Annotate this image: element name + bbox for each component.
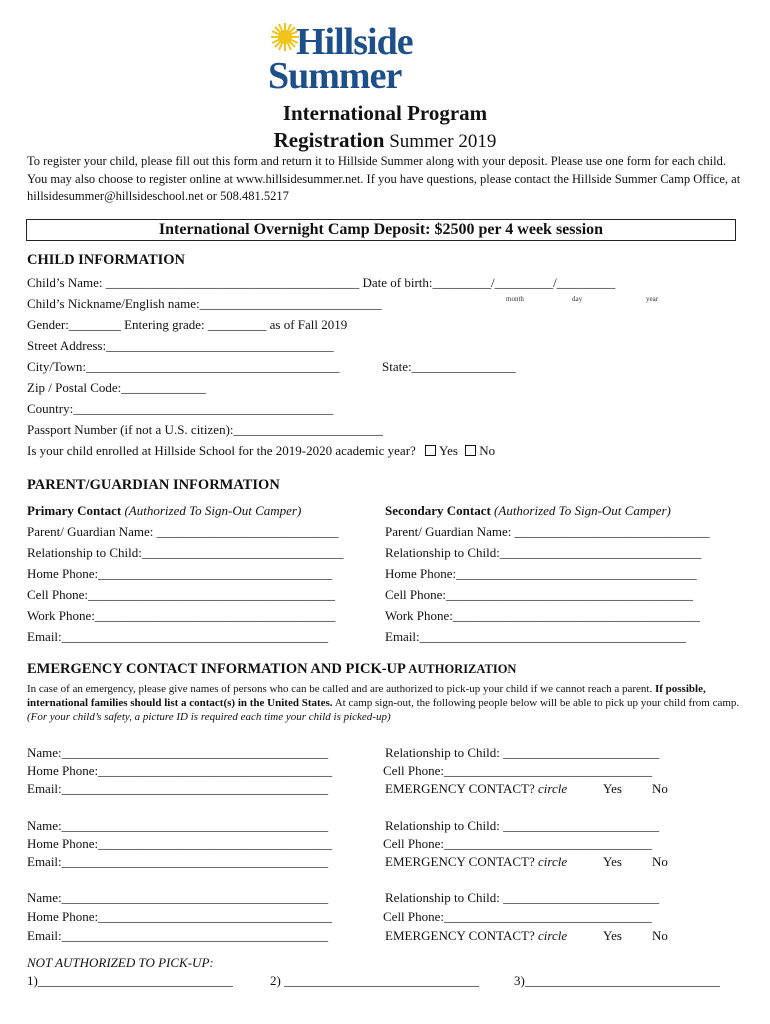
primary-relationship-field[interactable]: Relationship to Child:_______________________________ (27, 545, 344, 560)
dob-day-label: day (572, 295, 583, 303)
contact1-circle-label: circle (538, 781, 568, 796)
contact3-yes-option[interactable]: Yes (603, 928, 622, 943)
emergency-para-part1: In case of an emergency, please give names of persons who can be called and are authorized to pick-up your child if we cannot reach a parent. (27, 683, 653, 695)
not-authorized-field-1[interactable]: 1)______________________________ (27, 973, 233, 988)
contact3-emergency-question (385, 928, 567, 944)
street-address-field[interactable]: Street Address:___________________________________ (27, 338, 334, 353)
contact2-emergency-question (385, 854, 567, 870)
country-field[interactable]: Country:________________________________________ (27, 401, 334, 416)
enrolled-yes-checkbox[interactable] (425, 445, 436, 456)
contact3-cell-phone-field[interactable]: Cell Phone:________________________________ (383, 909, 653, 924)
page-subtitle (0, 128, 770, 153)
enrolled-no-label: No (479, 443, 496, 458)
emergency-heading-authorization: AUTHORIZATION (405, 662, 517, 676)
dob-month-label: month (506, 295, 524, 303)
gender-grade-field[interactable]: Gender:________ Entering grade: _________ as of Fall 2019 (27, 317, 348, 332)
intro-paragraph: To register your child, please fill out this form and return it to Hillside Summer along with your deposit. Please use one form for each child. You may also choose to register online at www.hillsidesummer.net. If you have questions, please contact the Hillside Summer Camp Office, at hillsidesummer@hillsideschool.net or 508.481.5217 (27, 154, 741, 203)
city-field[interactable]: City/Town:_______________________________________ (27, 359, 340, 374)
emergency-heading (27, 660, 516, 678)
contact1-name-field[interactable]: Name:_________________________________________ (27, 745, 329, 760)
emergency-para-italic: (For your child’s safety, a picture ID is required each time your child is picked-up) (27, 711, 391, 723)
secondary-email-field[interactable]: Email:_________________________________________ (385, 629, 687, 644)
enrolled-yes-label: Yes (439, 443, 458, 458)
hillside-summer-logo (266, 20, 466, 98)
child-name-field[interactable]: Child’s Name: _______________________________________ Date of birth:_________/_________/_________ (27, 275, 616, 290)
not-authorized-field-3[interactable]: 3)______________________________ (514, 973, 720, 988)
contact3-home-phone-field[interactable]: Home Phone:____________________________________ (27, 909, 333, 924)
not-authorized-field-2[interactable]: 2) ______________________________ (270, 973, 480, 988)
emergency-heading-main: EMERGENCY CONTACT INFORMATION AND PICK-UP (27, 661, 406, 677)
contact3-name-field[interactable]: Name:_________________________________________ (27, 890, 329, 905)
passport-field[interactable]: Passport Number (if not a U.S. citizen):_______________________ (27, 422, 384, 437)
contact3-email-field[interactable]: Email:_________________________________________ (27, 928, 329, 943)
primary-contact-note: (Authorized To Sign-Out Camper) (124, 503, 302, 518)
logo-word-summer: Summer (268, 55, 402, 97)
secondary-contact-heading (385, 503, 671, 519)
primary-home-phone-field[interactable]: Home Phone:____________________________________ (27, 566, 333, 581)
contact2-yes-option[interactable]: Yes (603, 854, 622, 869)
primary-contact-label: Primary Contact (27, 503, 122, 518)
deposit-banner: International Overnight Camp Deposit: $2500 per 4 week session (26, 219, 736, 241)
contact2-email-field[interactable]: Email:_________________________________________ (27, 854, 329, 869)
page-title: International Program (282, 101, 488, 125)
child-info-heading: CHILD INFORMATION (27, 252, 186, 268)
secondary-contact-label: Secondary Contact (385, 503, 491, 518)
contact2-ec-label: EMERGENCY CONTACT? (385, 854, 535, 869)
enrolled-question-text: Is your child enrolled at Hillside School for the 2019-2020 academic year? (27, 443, 416, 458)
contact3-no-option[interactable]: No (652, 928, 668, 943)
not-authorized-label: NOT AUTHORIZED TO PICK-UP: (27, 955, 214, 970)
contact1-email-field[interactable]: Email:_________________________________________ (27, 781, 329, 796)
secondary-home-phone-field[interactable]: Home Phone:_____________________________________ (385, 566, 697, 581)
contact2-cell-phone-field[interactable]: Cell Phone:________________________________ (383, 836, 653, 851)
contact2-relationship-field[interactable]: Relationship to Child: ________________________ (385, 818, 660, 833)
primary-cell-phone-field[interactable]: Cell Phone:______________________________________ (27, 587, 336, 602)
contact1-no-option[interactable]: No (652, 781, 668, 796)
emergency-para-part2: At camp sign-out, the following people below will be able to pick up your child from camp. (332, 697, 740, 709)
contact3-relationship-field[interactable]: Relationship to Child: ________________________ (385, 890, 660, 905)
primary-email-field[interactable]: Email:_________________________________________ (27, 629, 329, 644)
subtitle-registration: Registration (273, 128, 385, 152)
contact1-emergency-question (385, 781, 567, 797)
secondary-relationship-field[interactable]: Relationship to Child:_______________________________ (385, 545, 702, 560)
logo-word-hillside: Hillside (296, 21, 413, 63)
contact2-home-phone-field[interactable]: Home Phone:____________________________________ (27, 836, 333, 851)
contact1-home-phone-field[interactable]: Home Phone:____________________________________ (27, 763, 333, 778)
subtitle-season: Summer 2019 (384, 131, 497, 152)
contact3-circle-label: circle (538, 928, 568, 943)
secondary-contact-note: (Authorized To Sign-Out Camper) (494, 503, 671, 518)
contact1-yes-option[interactable]: Yes (603, 781, 622, 796)
contact1-relationship-field[interactable]: Relationship to Child: ________________________ (385, 745, 660, 760)
secondary-cell-phone-field[interactable]: Cell Phone:______________________________________ (385, 587, 694, 602)
contact1-ec-label: EMERGENCY CONTACT? (385, 781, 535, 796)
secondary-guardian-name-field[interactable]: Parent/ Guardian Name: ______________________________ (385, 524, 710, 539)
emergency-para-bold: If possible, international families should list a contact(s) in the United States. (27, 683, 706, 709)
contact2-no-option[interactable]: No (652, 854, 668, 869)
state-field[interactable]: State:________________ (382, 359, 516, 374)
primary-guardian-name-field[interactable]: Parent/ Guardian Name: ____________________________ (27, 524, 339, 539)
nickname-field[interactable]: Child’s Nickname/English name:____________________________ (27, 296, 382, 311)
enrolled-no-checkbox[interactable] (465, 445, 476, 456)
dob-year-label: year (646, 295, 659, 303)
primary-work-phone-field[interactable]: Work Phone:_____________________________________ (27, 608, 336, 623)
primary-contact-heading (27, 503, 301, 519)
contact3-ec-label: EMERGENCY CONTACT? (385, 928, 535, 943)
secondary-work-phone-field[interactable]: Work Phone:______________________________________ (385, 608, 700, 623)
contact2-name-field[interactable]: Name:_________________________________________ (27, 818, 329, 833)
emergency-paragraph (27, 682, 747, 724)
contact2-circle-label: circle (538, 854, 568, 869)
zip-field[interactable]: Zip / Postal Code:_____________ (27, 380, 206, 395)
enrolled-question (27, 443, 495, 459)
parent-info-heading: PARENT/GUARDIAN INFORMATION (27, 477, 280, 493)
contact1-cell-phone-field[interactable]: Cell Phone:________________________________ (383, 763, 653, 778)
